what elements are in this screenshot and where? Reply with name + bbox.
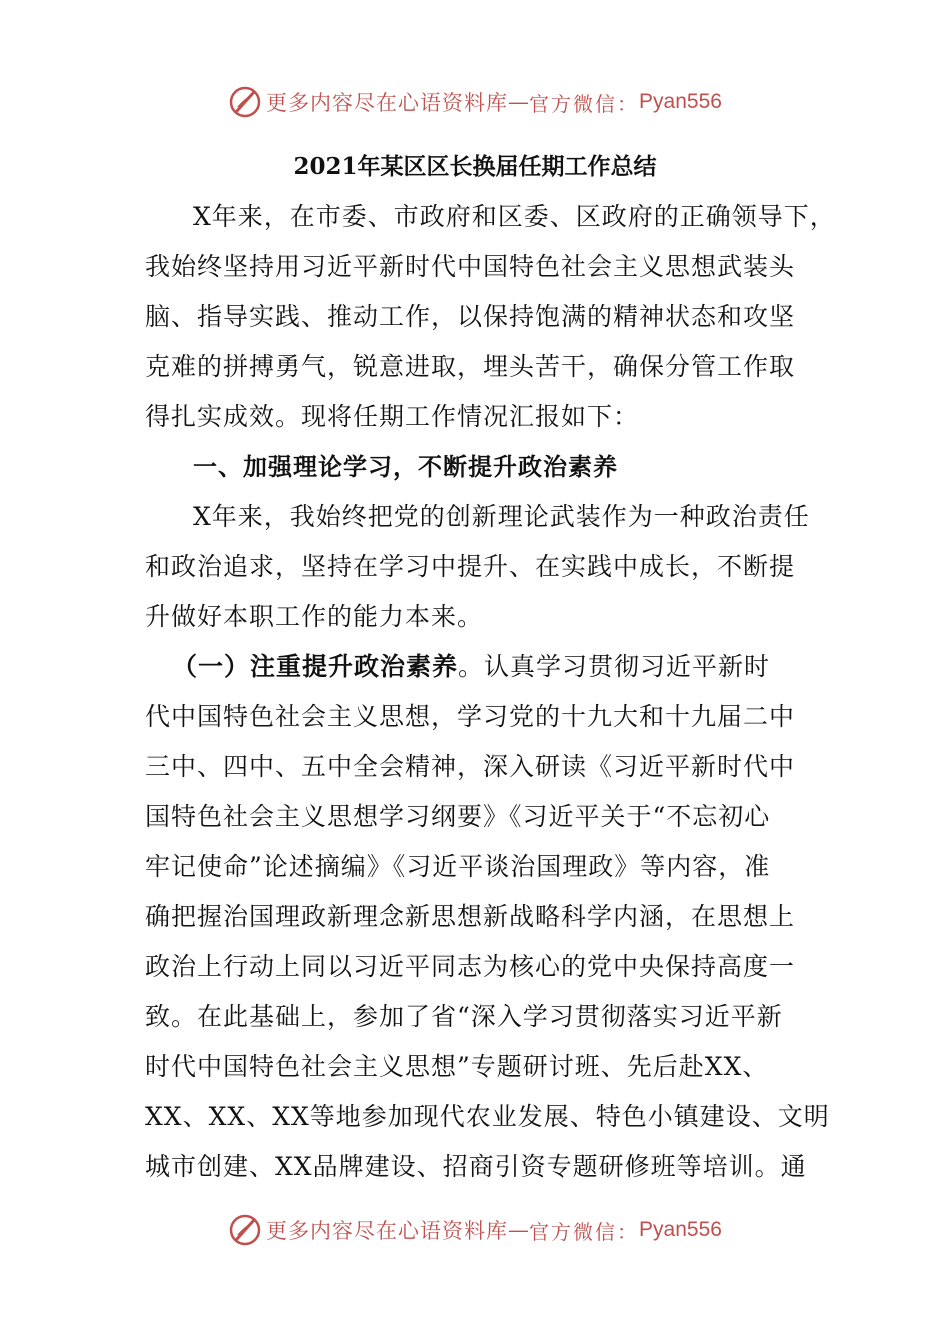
banner-main-text: 更多内容尽在心语资料库 (266, 1219, 509, 1243)
banner-wechat-id: Pyan556 (639, 1218, 722, 1241)
pen-logo-icon (228, 85, 262, 119)
banner-wechat-id: Pyan556 (639, 90, 722, 113)
footer-banner (0, 1208, 950, 1252)
paragraph-line: 国特色社会主义思想学习纲要》《习近平关于“不忘初心 (145, 802, 771, 831)
paragraph-line: 得扎实成效。现将任期工作情况汇报如下： (145, 402, 640, 431)
paragraph-line: 三中、四中、五中全会精神，深入研读《习近平新时代中 (145, 752, 796, 781)
banner-dash: — (508, 1218, 530, 1242)
banner-main-text: 更多内容尽在心语资料库 (266, 91, 509, 115)
document-title: 2021年某区区长换届任期工作总结 (293, 153, 657, 180)
paragraph-line: X年来，我始终把党的创新理论武装作为一种政治责任 (193, 502, 810, 531)
paragraph-line: 确把握治国理政新理念新思想新战略科学内涵，在思想上 (145, 902, 796, 931)
paragraph-line: 代中国特色社会主义思想，学习党的十九大和十九届二中 (145, 702, 796, 731)
paragraph-line: 升做好本职工作的能力本来。 (145, 602, 484, 631)
paragraph-line: 我始终坚持用习近平新时代中国特色社会主义思想武装头 (145, 252, 796, 281)
paragraph-line: 和政治追求，坚持在学习中提升、在实践中成长，不断提 (145, 552, 796, 581)
paragraph-line: 政治上行动上同以习近平同志为核心的党中央保持高度一 (145, 952, 796, 981)
subsection-heading: （一）注重提升政治素养 (172, 652, 459, 681)
paragraph-line: 克难的拼搏勇气，锐意进取，埋头苦干，确保分管工作取 (145, 352, 796, 381)
subsection-first-line (172, 647, 770, 687)
banner-dash: — (508, 90, 530, 114)
section-heading: 一、加强理论学习，不断提升政治素养 (193, 453, 618, 481)
paragraph-line: 致。在此基础上，参加了省“深入学习贯彻落实习近平新 (145, 1002, 783, 1031)
header-banner (0, 80, 950, 124)
paragraph-line: XX、XX、XX等地参加现代农业发展、特色小镇建设、文明 (145, 1102, 830, 1131)
pen-logo-icon (228, 1213, 262, 1247)
banner-wechat-label: 官方微信： (529, 1219, 640, 1244)
banner-wechat-label: 官方微信： (529, 91, 640, 116)
paragraph-line: 脑、指导实践、推动工作，以保持饱满的精神状态和攻坚 (145, 302, 796, 331)
paragraph-line: X年来，在市委、市政府和区委、区政府的正确领导下， (193, 202, 836, 231)
paragraph-line: 牢记使命”论述摘编》《习近平谈治国理政》等内容，准 (145, 852, 771, 881)
paragraph-line: 城市创建、XX品牌建设、招商引资专题研修班等培训。通 (145, 1152, 807, 1181)
paragraph-text: 。认真学习贯彻习近平新时 (458, 652, 771, 681)
paragraph-line: 时代中国特色社会主义思想”专题研讨班、先后赴XX、 (145, 1052, 769, 1081)
